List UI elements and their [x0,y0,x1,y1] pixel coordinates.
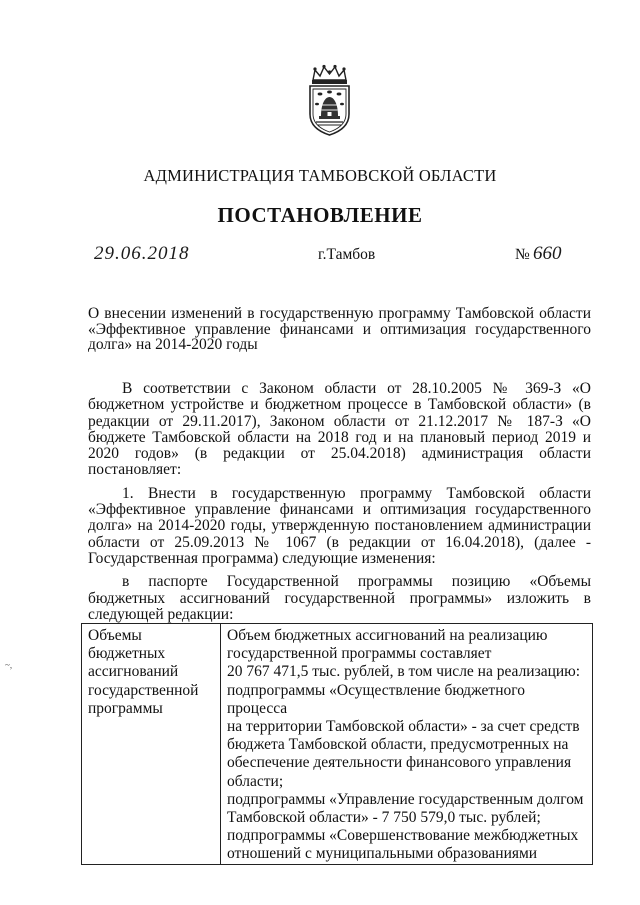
table-label-text: Объемы бюджетных ассигнований государственной программы [88,627,199,717]
body-paragraph: В соответствии с Законом области от 28.10.2005 № 369-З «О бюджетном устройстве и бюджетном процессе в Тамбовской области» (в редакции от 29.11.2017), Законом области от 21.12.2017 № 187-З «О бюджете Тамбовской области на 2018 год и на плановый период 2019 и 2020 годов» (в редакции от 25.04.2018) администрация области постановляет: [88,380,591,479]
handwritten-number: 660 [533,243,562,264]
body-paragraph: в паспорте Государственной программы позицию «Объемы бюджетных ассигнований государственной программы» изложить в следующей редакции: [88,573,591,623]
organization-title: АДМИНИСТРАЦИЯ ТАМБОВСКОЙ ОБЛАСТИ [143,166,497,185]
body-paragraph: 1. Внести в государственную программу Тамбовской области «Эффективное управление финансами и оптимизация государственного долга» на 2014-2020 годы, утвержденную постановлением администрации области от 25.09.2013 № 1067 (в редакции от 16.04.2018), (далее - Государственная программа) следующие изменения: [88,484,591,567]
table-row [82,624,593,865]
budget-allocations-table [81,623,593,865]
document-type-title: ПОСТАНОВЛЕНИЕ [217,203,423,227]
document-subject: О внесении изменений в государственную программу Тамбовской области «Эффективное управление финансами и оптимизация государственного долга» на 2014-2020 годы [88,305,591,353]
document-body [88,381,591,623]
table-cell-label [82,624,221,865]
tambov-coat-of-arms-icon [301,64,358,137]
city-name: г.Тамбов [318,246,376,263]
document-meta-row [0,243,640,270]
margin-mark: ~, [5,660,13,670]
handwritten-date: 29.06.2018 [94,243,190,264]
number-label: № [515,246,530,263]
table-content-text: Объем бюджетных ассигнований на реализацию государственной программы составляет 20 767 471,5 тыс. рублей, в том числе на реализацию: подпрограммы «Осуществление бюджетного процесса на территории Тамбовской области» - за счет средств бюджета Тамбовской области, предусмотренных на обеспечение деятельности финансового управления области; подпрограммы «Управление государственным долгом Тамбовской области» - 7 750 579,0 тыс. рублей; подпрограммы «Совершенствование межбюджетных отношений с муниципальными образованиями [227,627,584,863]
table-cell-content [221,624,593,865]
